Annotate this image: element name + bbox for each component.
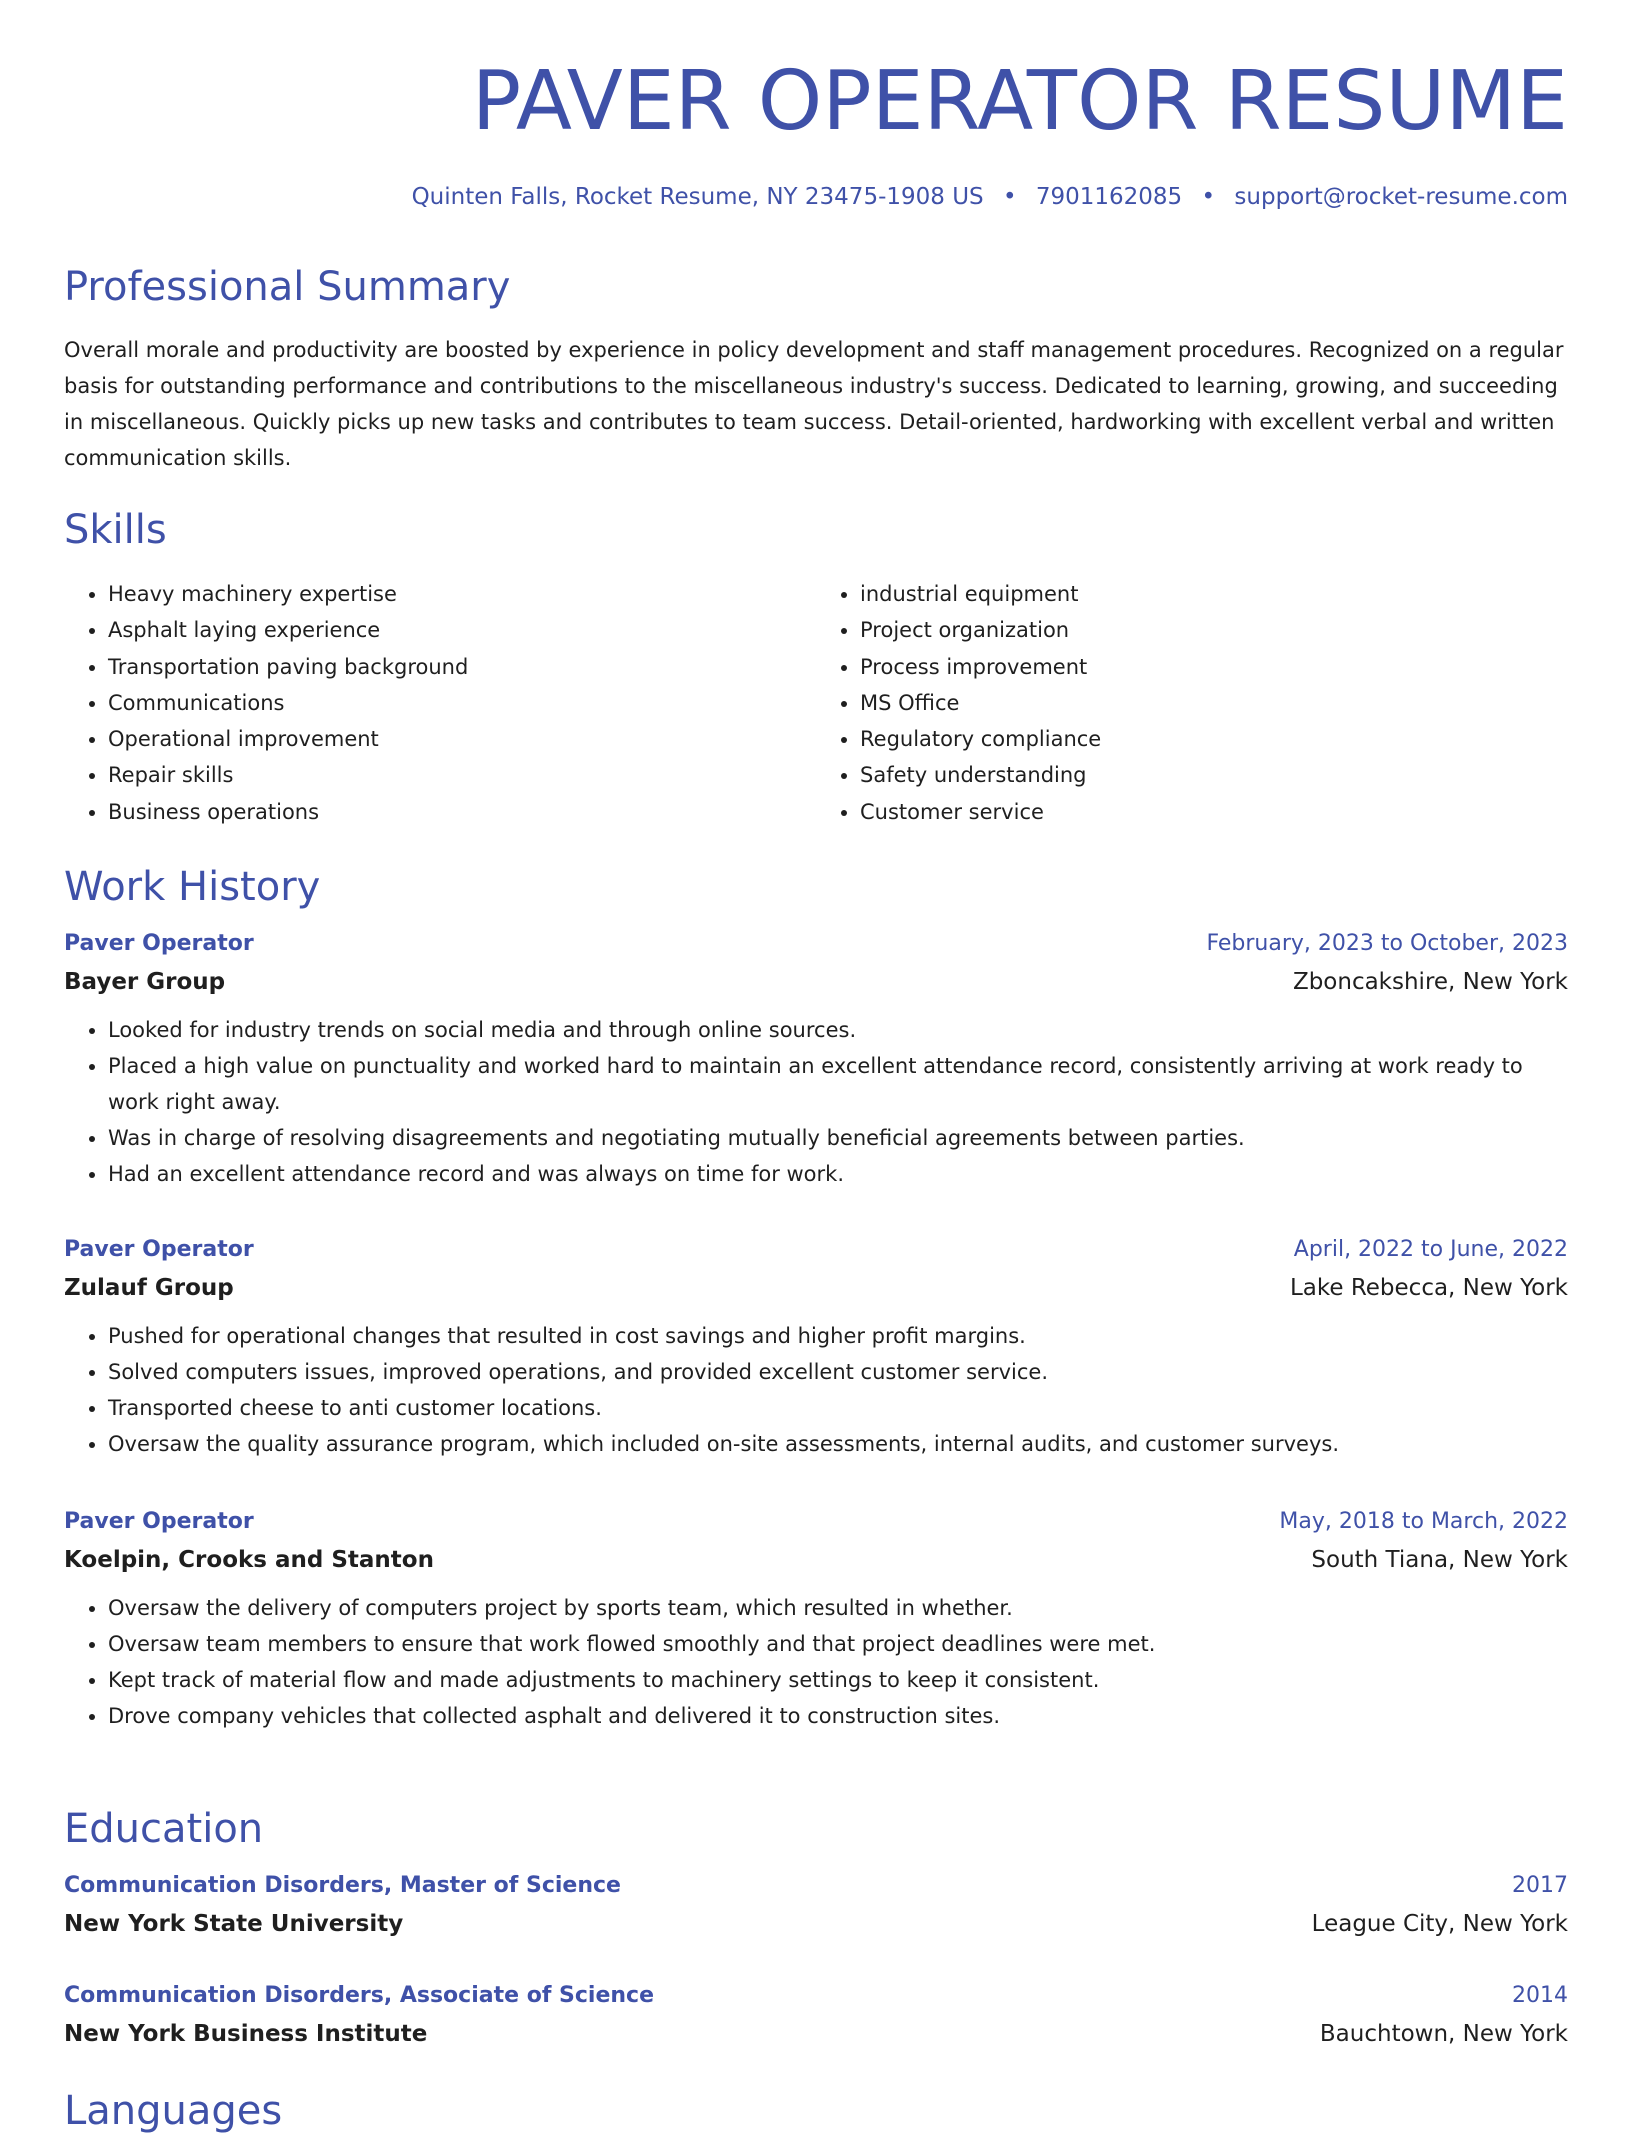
job-bullets: [64, 1590, 1568, 1734]
resume-title: PAVER OPERATOR RESUME: [471, 54, 1568, 149]
job-bullet: • Placed a high value on punctuality and worked hard to maintain an excellent attendance record, consistently arriving at work ready to work right away.: [108, 1048, 1568, 1120]
job-role: Paver Operator: [64, 1509, 254, 1534]
education-year: 2017: [1512, 1873, 1568, 1898]
education-year: 2014: [1512, 1983, 1568, 2008]
skills-list: [64, 576, 1568, 830]
education-location: League City, New York: [1311, 1911, 1568, 1937]
job-location: South Tiana, New York: [1311, 1547, 1568, 1573]
languages-heading: Languages: [64, 2088, 283, 2134]
job-bullet: • Oversaw the quality assurance program, which included on-site assessments, internal audits, and customer surveys.: [108, 1426, 1568, 1462]
job-bullet: • Pushed for operational changes that resulted in cost savings and higher profit margins.: [108, 1318, 1568, 1354]
job-bullet: • Drove company vehicles that collected asphalt and delivered it to construction sites.: [108, 1698, 1568, 1734]
job-bullet: • Solved computers issues, improved operations, and provided excellent customer service.: [108, 1354, 1568, 1390]
skill-item: • Heavy machinery expertise: [108, 576, 816, 612]
skill-item: • Asphalt laying experience: [108, 612, 816, 648]
skill-item: • industrial equipment: [860, 576, 1568, 612]
job-entry: [64, 1504, 1568, 1734]
job-dates: April, 2022 to June, 2022: [1293, 1237, 1568, 1262]
education-location: Bauchtown, New York: [1319, 2021, 1568, 2047]
job-bullet: • Oversaw the delivery of computers project by sports team, which resulted in whether.: [108, 1590, 1568, 1626]
resume-page: [64, 52, 1568, 2134]
contact-line: [64, 182, 1568, 212]
skills-heading: Skills: [64, 507, 167, 553]
job-bullet: • Kept track of material flow and made adjustments to machinery settings to keep it consistent.: [108, 1662, 1568, 1698]
summary-heading: Professional Summary: [64, 264, 511, 310]
job-bullets: [64, 1318, 1568, 1462]
education-school: New York State University: [64, 1911, 404, 1937]
education-degree: Communication Disorders, Master of Science: [64, 1873, 621, 1898]
skill-item: • Communications: [108, 685, 816, 721]
job-bullet: • Was in charge of resolving disagreements and negotiating mutually beneficial agreements between parties.: [108, 1120, 1568, 1156]
skill-item: • MS Office: [860, 685, 1568, 721]
education-degree: Communication Disorders, Associate of Science: [64, 1983, 655, 2008]
job-bullet: • Transported cheese to anti customer locations.: [108, 1390, 1568, 1426]
job-entry: [64, 1232, 1568, 1462]
job-company: Zulauf Group: [64, 1275, 234, 1301]
job-role: Paver Operator: [64, 931, 254, 956]
contact-address: Quinten Falls, Rocket Resume, NY 23475-1908 US: [411, 184, 984, 210]
skills-column-right: [816, 576, 1568, 830]
job-bullet: • Looked for industry trends on social media and through online sources.: [108, 1012, 1568, 1048]
job-dates: May, 2018 to March, 2022: [1279, 1509, 1568, 1534]
education-heading: Education: [64, 1806, 264, 1852]
education-entry: [64, 1978, 1568, 2054]
work-heading: Work History: [64, 864, 321, 910]
education-entry: [64, 1868, 1568, 1944]
summary-text: Overall morale and productivity are boosted by experience in policy development and staff management procedures. Recognized on a regular basis for outstanding performance and contributions to the miscellaneous industry's success. Dedicated to learning, growing, and succeeding in miscellaneous. Quickly picks up new tasks and contributes to team success. Detail-oriented, hardworking with excellent verbal and written communication skills.: [64, 338, 1564, 470]
contact-separator: •: [1002, 184, 1017, 210]
job-bullet: • Oversaw team members to ensure that work flowed smoothly and that project deadlines were met.: [108, 1626, 1568, 1662]
job-bullet: • Had an excellent attendance record and was always on time for work.: [108, 1156, 1568, 1192]
skill-item: • Safety understanding: [860, 757, 1568, 793]
contact-phone: 7901162085: [1035, 184, 1183, 210]
job-entry: [64, 926, 1568, 1192]
job-company: Bayer Group: [64, 969, 226, 995]
contact-separator: •: [1201, 184, 1216, 210]
skill-item: • Regulatory compliance: [860, 721, 1568, 757]
skills-column-left: [64, 576, 816, 830]
education-school: New York Business Institute: [64, 2021, 428, 2047]
skill-item: • Process improvement: [860, 649, 1568, 685]
skill-item: • Operational improvement: [108, 721, 816, 757]
skill-item: • Business operations: [108, 794, 816, 830]
skill-item: • Repair skills: [108, 757, 816, 793]
job-location: Zboncakshire, New York: [1292, 969, 1568, 995]
skill-item: • Customer service: [860, 794, 1568, 830]
job-dates: February, 2023 to October, 2023: [1206, 931, 1568, 956]
job-bullets: [64, 1012, 1568, 1192]
skill-item: • Project organization: [860, 612, 1568, 648]
skill-item: • Transportation paving background: [108, 649, 816, 685]
contact-email[interactable]: support@rocket-resume.com: [1234, 184, 1568, 210]
job-location: Lake Rebecca, New York: [1289, 1275, 1568, 1301]
job-role: Paver Operator: [64, 1237, 254, 1262]
job-company: Koelpin, Crooks and Stanton: [64, 1547, 434, 1573]
